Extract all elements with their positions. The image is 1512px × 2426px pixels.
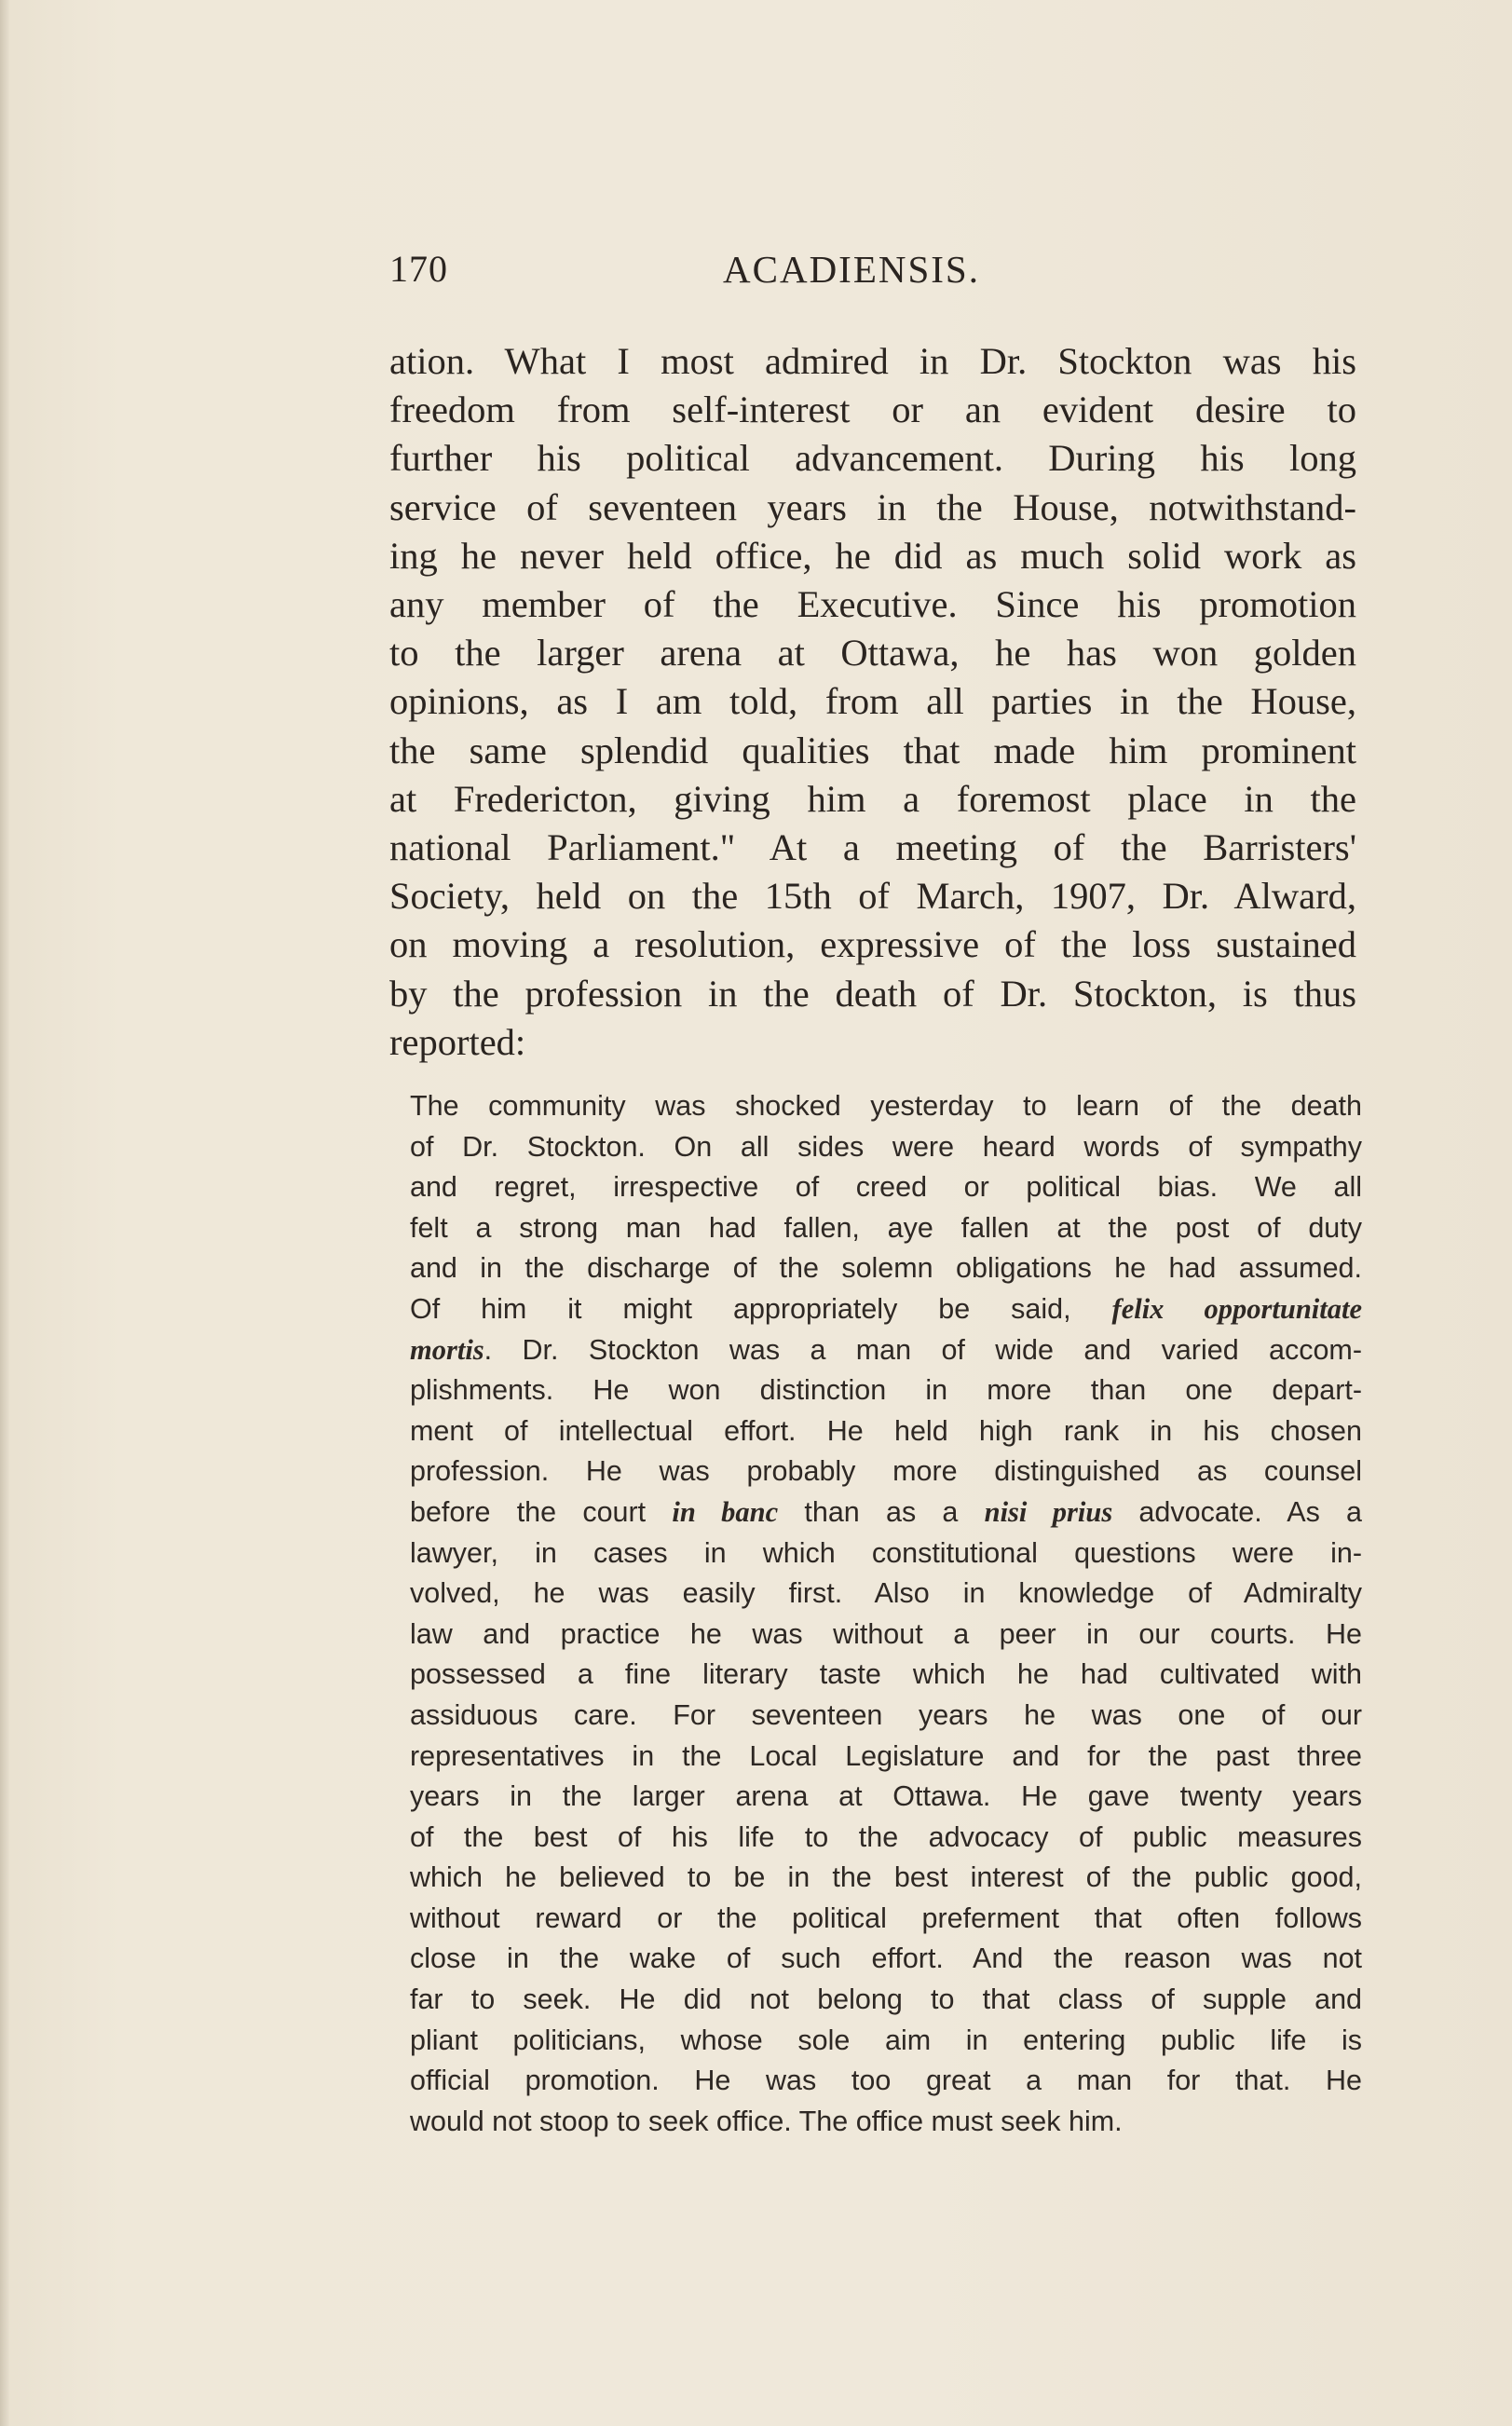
quote-line bbox=[410, 1289, 1362, 1330]
quote-line bbox=[410, 1899, 1362, 1940]
quote-line bbox=[410, 1737, 1362, 1778]
quote-line bbox=[410, 1980, 1362, 2021]
quote-line bbox=[410, 1167, 1362, 1208]
quote-text: lawyer, in cases in which constitutional questions were in- bbox=[410, 1536, 1362, 1569]
quote-text: pliant politicians, whose sole aim in entering public life is bbox=[410, 2024, 1362, 2056]
quote-line bbox=[410, 1858, 1362, 1899]
quote-text: law and practice he was without a peer in our courts. He bbox=[410, 1617, 1362, 1650]
quote-line bbox=[410, 1127, 1362, 1168]
body-line: Society, held on the 15th of March, 1907, Dr. Alward, bbox=[389, 875, 1356, 918]
quote-line bbox=[410, 1411, 1362, 1452]
quote-text: years in the larger arena at Ottawa. He gave twenty years bbox=[410, 1780, 1362, 1813]
quote-text: volved, he was easily first. Also in knowledge of Admiralty bbox=[410, 1577, 1362, 1610]
quote-text: which he believed to be in the best interest of the public good, bbox=[410, 1861, 1362, 1894]
quote-line bbox=[410, 1777, 1362, 1818]
body-paragraph bbox=[389, 337, 1356, 1067]
quote-text: ment of intellectual effort. He held high rank in his chosen bbox=[410, 1414, 1362, 1447]
body-line: any member of the Executive. Since his promotion bbox=[389, 583, 1356, 626]
italic-phrase: mortis bbox=[410, 1333, 484, 1366]
quote-text: . Dr. Stockton was a man of wide and varied accom- bbox=[484, 1333, 1362, 1366]
body-line: opinions, as I am told, from all parties in the House, bbox=[389, 680, 1356, 723]
body-line: service of seventeen years in the House, notwithstand- bbox=[389, 485, 1356, 528]
body-line: freedom from self-interest or an evident desire to bbox=[389, 388, 1356, 431]
italic-phrase: in banc bbox=[672, 1495, 779, 1528]
quote-line bbox=[410, 2061, 1362, 2102]
body-line: by the profession in the death of Dr. Stockton, is thus bbox=[389, 972, 1356, 1015]
body-line: reported: bbox=[389, 1020, 526, 1063]
quote-text: and in the discharge of the solemn obligations he had assumed. bbox=[410, 1252, 1362, 1285]
quote-text: far to seek. He did not belong to that class of supple and bbox=[410, 1983, 1362, 2016]
quote-line bbox=[410, 1208, 1362, 1249]
quote-line bbox=[410, 1370, 1362, 1411]
quote-line bbox=[410, 1696, 1362, 1737]
quote-line bbox=[410, 1533, 1362, 1574]
quote-line bbox=[410, 2021, 1362, 2062]
quote-text: official promotion. He was too great a man for that. He bbox=[410, 2065, 1362, 2097]
quote-text: advocate. As a bbox=[1112, 1495, 1363, 1528]
quote-line bbox=[410, 1655, 1362, 1696]
block-quote bbox=[410, 1086, 1362, 2142]
body-line: to the larger arena at Ottawa, he has won golden bbox=[389, 632, 1356, 675]
quote-text: representatives in the Local Legislature and for the past three bbox=[410, 1739, 1362, 1772]
quote-line bbox=[410, 1248, 1362, 1289]
quote-line bbox=[410, 1330, 1362, 1371]
body-line: the same splendid qualities that made him prominent bbox=[389, 729, 1356, 771]
quote-line bbox=[410, 1086, 1362, 1127]
page-header bbox=[389, 247, 1364, 303]
quote-text: would not stoop to seek office. The office must seek him. bbox=[410, 2105, 1123, 2137]
quote-text: before the court bbox=[410, 1495, 673, 1528]
quote-text: close in the wake of such effort. And the reason was not bbox=[410, 1942, 1362, 1975]
quote-text: possessed a fine literary taste which he had cultivated with bbox=[410, 1658, 1362, 1691]
quote-line bbox=[410, 1492, 1362, 1533]
body-line: ing he never held office, he did as much solid work as bbox=[389, 534, 1356, 577]
italic-phrase: felix opportunitate bbox=[1111, 1292, 1363, 1325]
page-number: 170 bbox=[389, 248, 448, 290]
quote-text: of the best of his life to the advocacy of public measures bbox=[410, 1820, 1362, 1853]
quote-text: Of him it might appropriately be said, bbox=[410, 1292, 1112, 1325]
quote-text: plishments. He won distinction in more than one depart- bbox=[410, 1374, 1362, 1407]
quote-line bbox=[410, 1818, 1362, 1859]
quote-text: without reward or the political preferment that often follows bbox=[410, 1901, 1362, 1934]
quote-text: of Dr. Stockton. On all sides were heard words of sympathy bbox=[410, 1130, 1362, 1163]
quote-line bbox=[410, 1452, 1362, 1492]
body-line: ation. What I most admired in Dr. Stockton was his bbox=[389, 340, 1356, 382]
quote-text: and regret, irrespective of creed or political bias. We all bbox=[410, 1171, 1362, 1204]
quote-text: The community was shocked yesterday to learn of the death bbox=[410, 1090, 1362, 1122]
body-line: national Parliament." At a meeting of the Barristers' bbox=[389, 826, 1356, 869]
body-line: on moving a resolution, expressive of the loss sustained bbox=[389, 923, 1356, 966]
quote-line bbox=[410, 1939, 1362, 1980]
quote-text: profession. He was probably more distinguished as counsel bbox=[410, 1455, 1362, 1488]
page-gutter bbox=[0, 0, 9, 2426]
quote-line bbox=[410, 1615, 1362, 1656]
quote-text: felt a strong man had fallen, aye fallen at the post of duty bbox=[410, 1211, 1362, 1244]
running-title: ACADIENSIS. bbox=[723, 248, 980, 291]
quote-text: assiduous care. For seventeen years he was one of our bbox=[410, 1698, 1362, 1731]
quote-line bbox=[410, 2102, 1362, 2143]
quote-text: than as a bbox=[778, 1495, 985, 1528]
body-line: further his political advancement. During his long bbox=[389, 437, 1356, 480]
body-line: at Fredericton, giving him a foremost place in the bbox=[389, 777, 1356, 820]
italic-phrase: nisi prius bbox=[984, 1495, 1113, 1528]
quote-line bbox=[410, 1574, 1362, 1615]
